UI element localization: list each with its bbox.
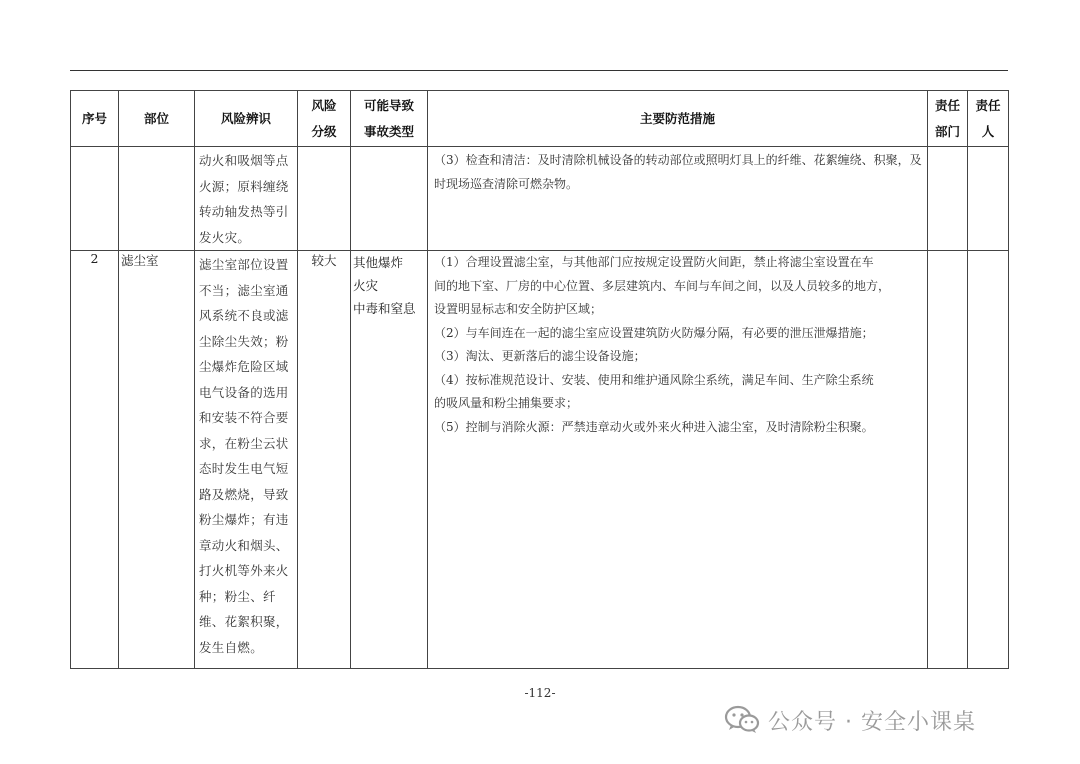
row1-risk [195,147,298,251]
row2-dept [928,251,968,669]
table-row [71,147,1009,251]
table-header-row [71,91,1009,147]
header-seq: 序号 [71,91,119,147]
measure-line-5: （3）淘汰、更新落后的滤尘设备设施； [434,349,646,363]
measure-line-4: （2）与车间连在一起的滤尘室应设置建筑防火防爆分隔，有必要的泄压泄爆措施； [434,325,874,340]
row1-measure-1: （3）检查和清洁：及时清除机械设备的转动部位或照明灯具上的纤维、花絮缠绕、积聚，及时现场巡查清除可燃杂物。 [434,153,922,191]
table-row [71,251,1009,669]
row2-seq: 2 [71,251,119,669]
header-part: 部位 [119,91,195,147]
row1-accident [351,147,428,251]
header-level-line1: 风险 [311,97,337,113]
row1-part [119,147,195,251]
measure-line-8: （5）控制与消除火源：严禁违章动火或外来火种进入滤尘室，及时清除粉尘积聚。 [434,419,874,434]
row2-measures [428,251,928,669]
accident-type-2: 火灾 [353,278,379,293]
risk-table [70,90,1009,669]
header-dept-line1: 责任 [934,97,960,113]
measure-line-1: （1）合理设置滤尘室，与其他部门应按规定设置防火间距，禁止将滤尘室设置在车 [434,255,874,269]
header-dept-line2: 部门 [934,123,960,139]
header-accident [351,91,428,147]
header-rule [70,70,1008,71]
measure-line-6: （4）按标准规范设计、安装、使用和维护通风除尘系统，满足车间、生产除尘系统 [434,372,874,387]
measure-line-2: 间的地下室、厂房的中心位置、多层建筑内、车间与车间之间，以及人员较多的地方， [434,278,891,293]
header-person-line1: 责任 [975,97,1001,113]
row2-level: 较大 [298,251,351,669]
header-person-line2: 人 [981,123,995,139]
row2-risk [195,251,298,669]
header-dept [928,91,968,147]
row2-person [968,251,1009,669]
measure-line-7: 的吸风量和粉尘捕集要求； [434,396,579,410]
page-number: -112- [524,686,556,700]
header-accident-line2: 事故类型 [363,123,414,139]
accident-type-3: 中毒和窒息 [353,301,416,316]
row1-risk-text: 动火和吸烟等点火源；原料缠绕转动轴发热等引发火灾。 [199,153,289,245]
row1-person [968,147,1009,251]
row2-part: 滤尘室 [119,251,195,669]
header-accident-line1: 可能导致 [363,97,414,113]
watermark [724,700,976,740]
row1-dept [928,147,968,251]
header-measures: 主要防范措施 [428,91,928,147]
measure-line-3: 设置明显标志和安全防护区域； [434,302,603,316]
row1-measures [428,147,928,251]
header-level-line2: 分级 [311,123,337,139]
accident-type-1: 其他爆炸 [353,255,404,270]
row2-risk-text: 滤尘室部位设置不当；滤尘室通风系统不良或滤尘除尘失效；粉尘爆炸危险区域电气设备的选用和安装不符合要求，在粉尘云状态时发生电气短路及燃烧，导致粉尘爆炸；有违章动火和烟头、打火机等外来火种；粉尘、纤维、花絮积聚，发生自燃。 [199,257,289,655]
row1-level [298,147,351,251]
row1-seq [71,147,119,251]
header-person [968,91,1009,147]
watermark-text: 公众号 · 安全小课桌 [768,709,976,735]
row2-accident [351,251,428,669]
header-level [298,91,351,147]
wechat-icon [724,704,760,736]
header-risk: 风险辨识 [195,91,298,147]
